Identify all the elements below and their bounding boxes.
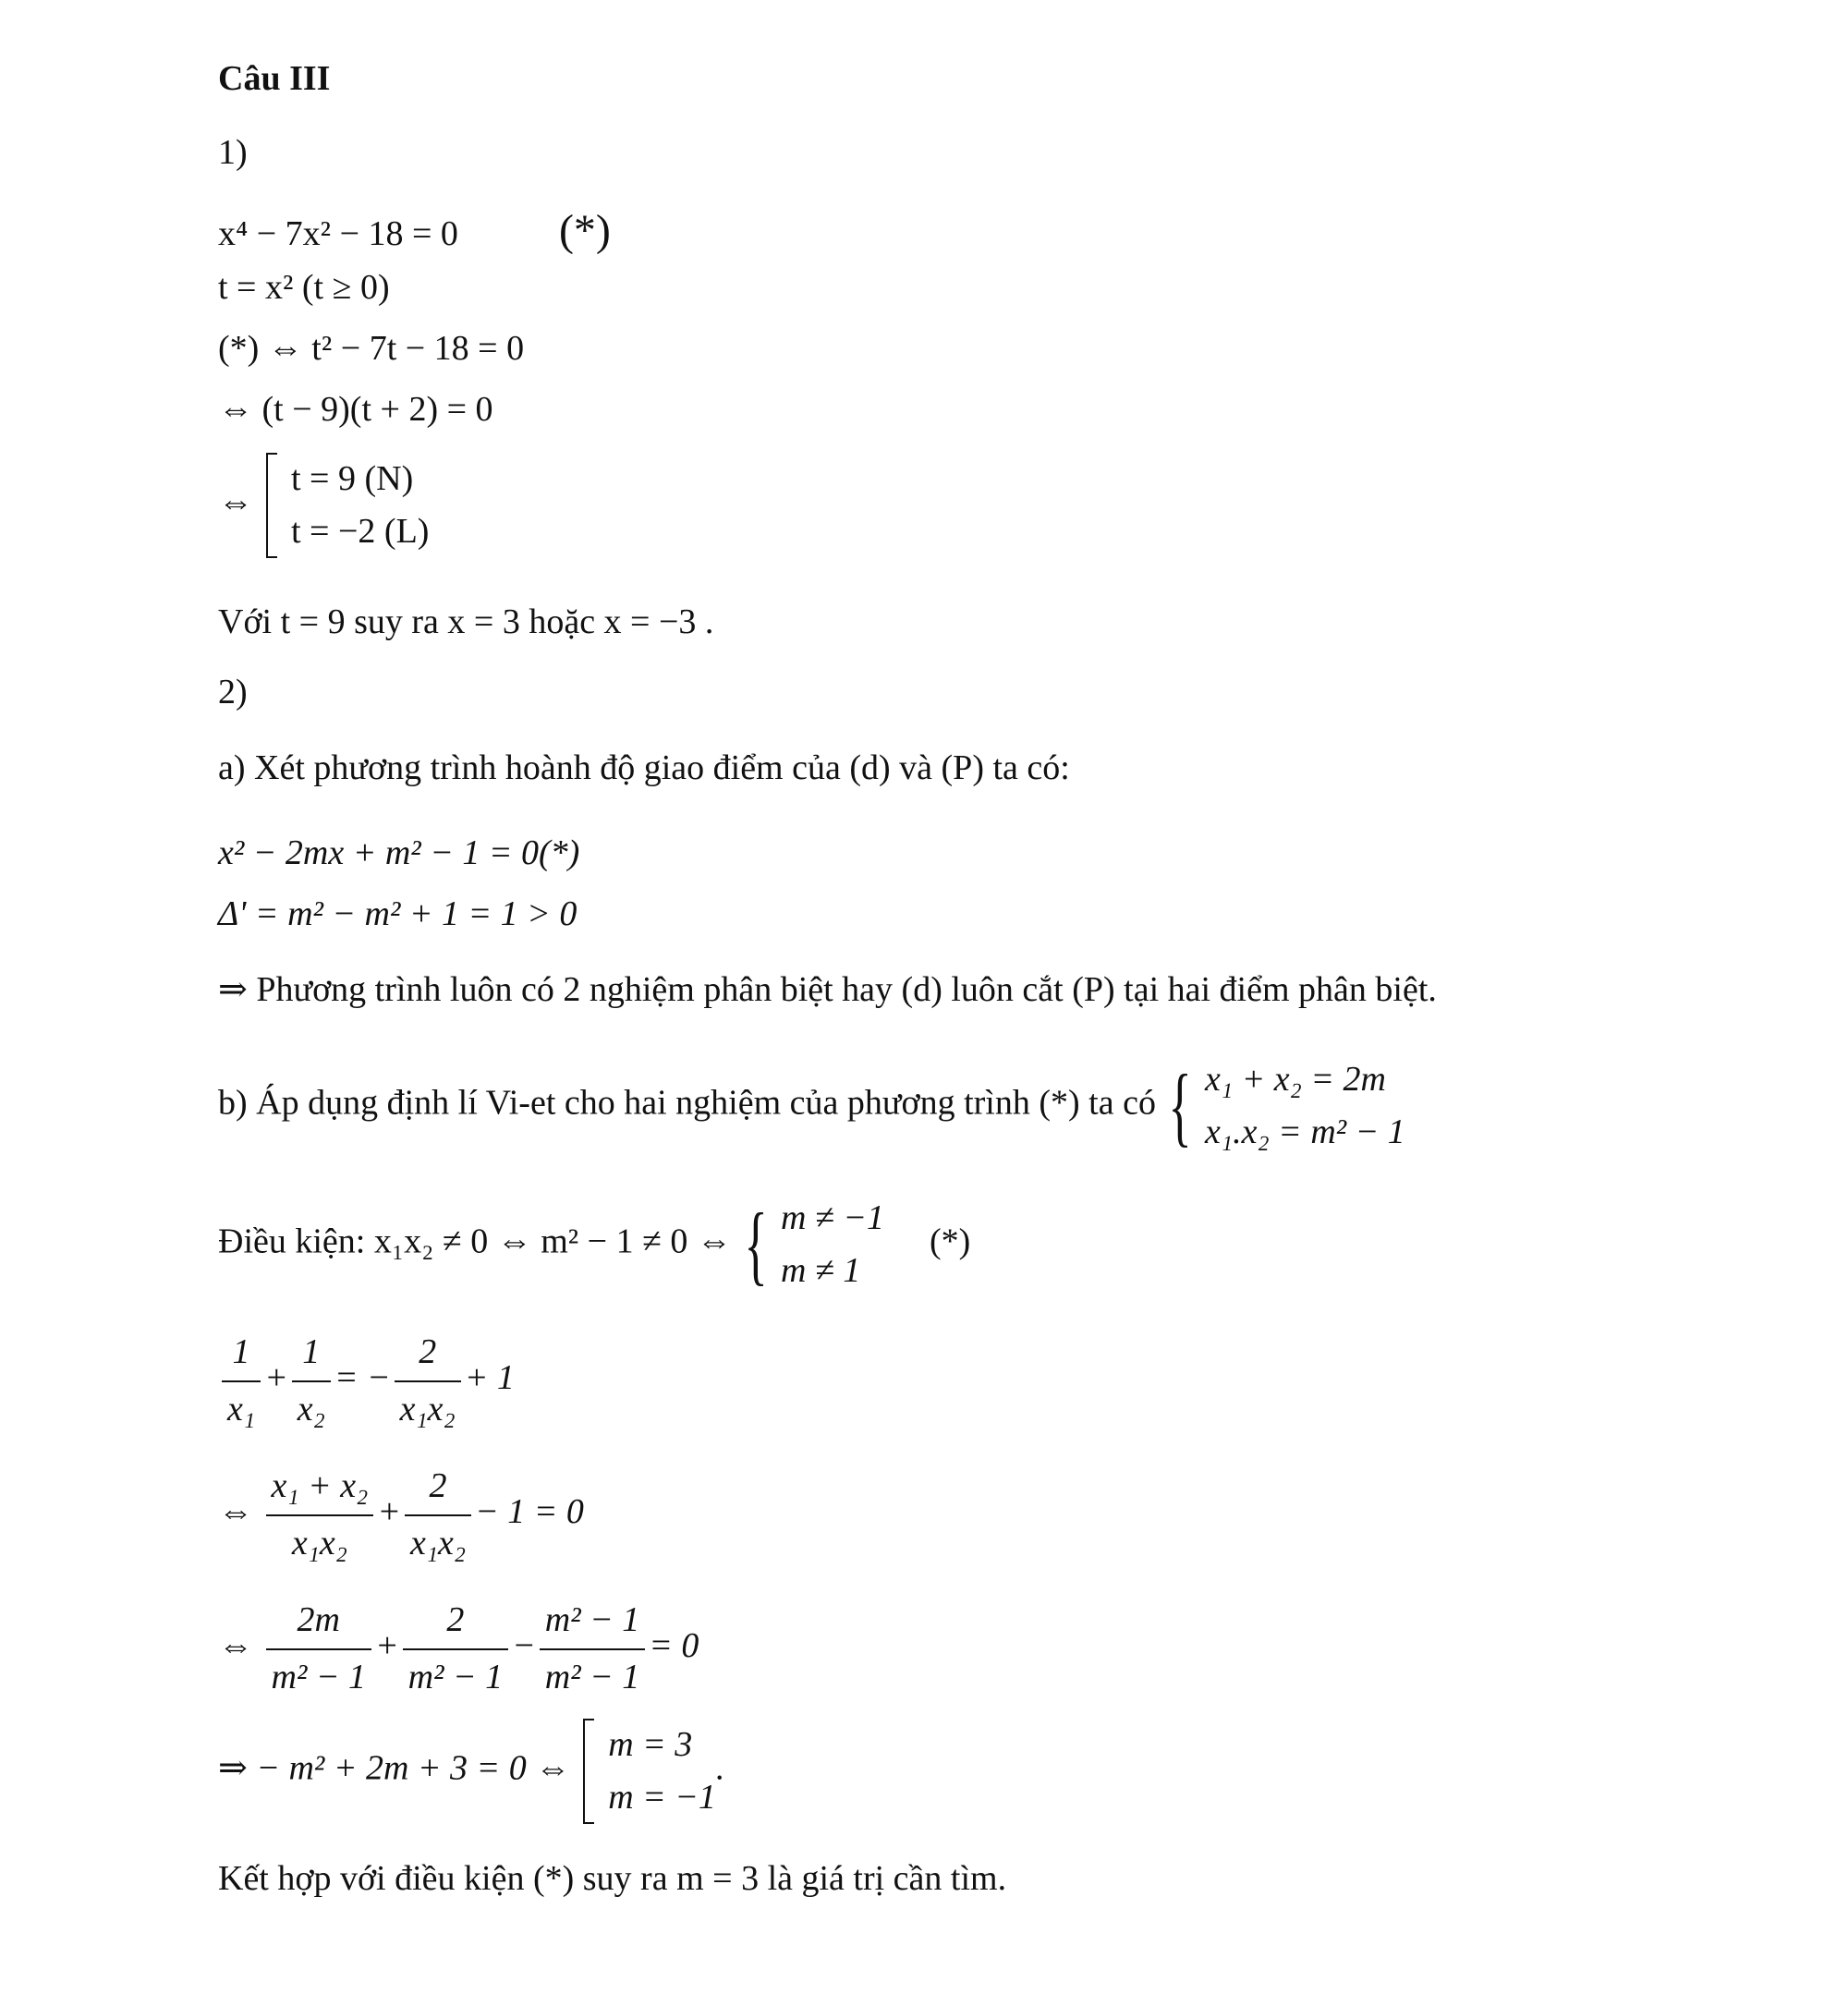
- part2b-vieta: [218, 1053, 1405, 1159]
- step4-cases: [608, 1719, 716, 1824]
- eq-substitution: t = x² (t ≥ 0): [218, 268, 390, 307]
- step4-text: ⇒ − m² + 2m + 3 = 0 ⇔: [218, 1748, 571, 1788]
- brace-left: {: [744, 1195, 769, 1294]
- part2a-delta: Δ' = m² − m² + 1 = 1 > 0: [218, 894, 578, 933]
- part1-conclusion: Với t = 9 suy ra x = 3 hoặc x = −3 .: [218, 602, 714, 641]
- numerator: 2: [405, 1465, 471, 1516]
- condition-system: [781, 1192, 884, 1297]
- denominator: x₁x₂: [399, 1389, 456, 1429]
- equivalence-symbol: ⇔: [218, 1626, 253, 1666]
- part1-label: 1): [218, 133, 248, 172]
- fraction: [266, 1465, 374, 1565]
- eq-quartic-tag: (*): [558, 206, 611, 255]
- part2-label: 2): [218, 673, 248, 711]
- vieta-sum: x₁ + x₂ = 2m: [1205, 1060, 1386, 1099]
- eq-quartic-text: x⁴ − 7x² − 18 = 0: [218, 214, 458, 253]
- bracket-left: [583, 1719, 594, 1824]
- fraction: [403, 1599, 508, 1699]
- condition-one: m ≠ −1: [781, 1198, 884, 1237]
- operator: = 0: [649, 1626, 699, 1666]
- case-one: t = 9 (N): [291, 459, 414, 498]
- operator: − 1 = 0: [475, 1492, 584, 1532]
- denominator: x₁x₂: [409, 1523, 467, 1562]
- numerator: 2: [395, 1331, 461, 1382]
- equation-step4: [218, 1719, 724, 1824]
- part2a-intro: a) Xét phương trình hoành độ giao điểm của (d) và (P) ta có:: [218, 748, 1070, 787]
- vieta-system: [1205, 1053, 1405, 1159]
- eq-cases: [218, 453, 429, 558]
- numerator: 2m: [266, 1599, 371, 1650]
- eq-factored: ⇔ (t − 9)(t + 2) = 0: [218, 390, 493, 429]
- brace-left: {: [1168, 1056, 1193, 1155]
- equation-step2: ⇔ $\frac{\text{x₁ + x₂}}{\text{x₁x₂}}$ + $\frac{2}{\text{x₁x₂}}$ − 1 = 0: [218, 1465, 584, 1565]
- condition-line: [218, 1192, 970, 1297]
- cases-list: [291, 453, 429, 558]
- denominator: x₁: [227, 1389, 256, 1429]
- part2a-equation: x² − 2mx + m² − 1 = 0(*): [218, 833, 580, 872]
- period: .: [715, 1748, 725, 1788]
- fraction: [292, 1331, 331, 1431]
- part2a-conclusion: ⇒ Phương trình luôn có 2 nghiệm phân biệt hay (d) luôn cắt (P) tại hai điểm phân biệt.: [218, 970, 1437, 1009]
- fraction: [540, 1599, 645, 1699]
- fraction: [266, 1599, 371, 1699]
- fraction: [405, 1465, 471, 1565]
- numerator: m² − 1: [540, 1599, 645, 1650]
- operator: + 1: [464, 1358, 515, 1398]
- bracket-left: [266, 453, 277, 558]
- case-one: m = 3: [608, 1725, 693, 1764]
- eq-quartic: [218, 206, 611, 255]
- numerator: 1: [222, 1331, 261, 1382]
- case-two: t = −2 (L): [291, 512, 430, 551]
- case-two: m = −1: [608, 1778, 716, 1817]
- equation-reciprocal: $\frac{1}{\text{x₁}}$ + $\frac{1}{\text{x₂}}$ = − $\frac{2}{\text{x₁x₂}}$ + 1: [218, 1331, 515, 1431]
- denominator: m² − 1: [544, 1657, 640, 1696]
- equivalence-symbol: ⇔: [218, 1492, 253, 1532]
- condition-prefix: Điều kiện: x₁x₂ ≠ 0 ⇔ m² − 1 ≠ 0 ⇔: [218, 1222, 732, 1261]
- equation-step3: ⇔ $\frac{2m}{\text{m² − 1}}$ + $\frac{2}{\text{m² − 1}}$ − $\frac{\text{m² − 1}}{\text{m² − 1}}$ = 0: [218, 1599, 699, 1699]
- part2b-intro: b) Áp dụng định lí Vi-et cho hai nghiệm của phương trình (*) ta có: [218, 1083, 1156, 1123]
- denominator: x₂: [297, 1389, 325, 1429]
- cases-prefix: ⇔: [218, 482, 253, 522]
- fraction: [395, 1331, 461, 1431]
- numerator: 1: [292, 1331, 331, 1382]
- condition-tag: (*): [929, 1222, 971, 1261]
- condition-two: m ≠ 1: [781, 1251, 861, 1290]
- vieta-product: x₁.x₂ = m² − 1: [1205, 1112, 1405, 1151]
- fraction: [222, 1331, 261, 1431]
- denominator: x₁x₂: [291, 1523, 347, 1562]
- section-title: Câu III: [218, 59, 331, 98]
- eq-transformed: (*) ⇔ t² − 7t − 18 = 0: [218, 329, 525, 368]
- final-conclusion: Kết hợp với điều kiện (*) suy ra m = 3 là giá trị cần tìm.: [218, 1859, 1007, 1898]
- denominator: m² − 1: [271, 1657, 366, 1696]
- numerator: 2: [403, 1599, 508, 1650]
- numerator: x₁ + x₂: [266, 1465, 374, 1516]
- denominator: m² − 1: [407, 1657, 504, 1696]
- operator: = −: [334, 1358, 391, 1398]
